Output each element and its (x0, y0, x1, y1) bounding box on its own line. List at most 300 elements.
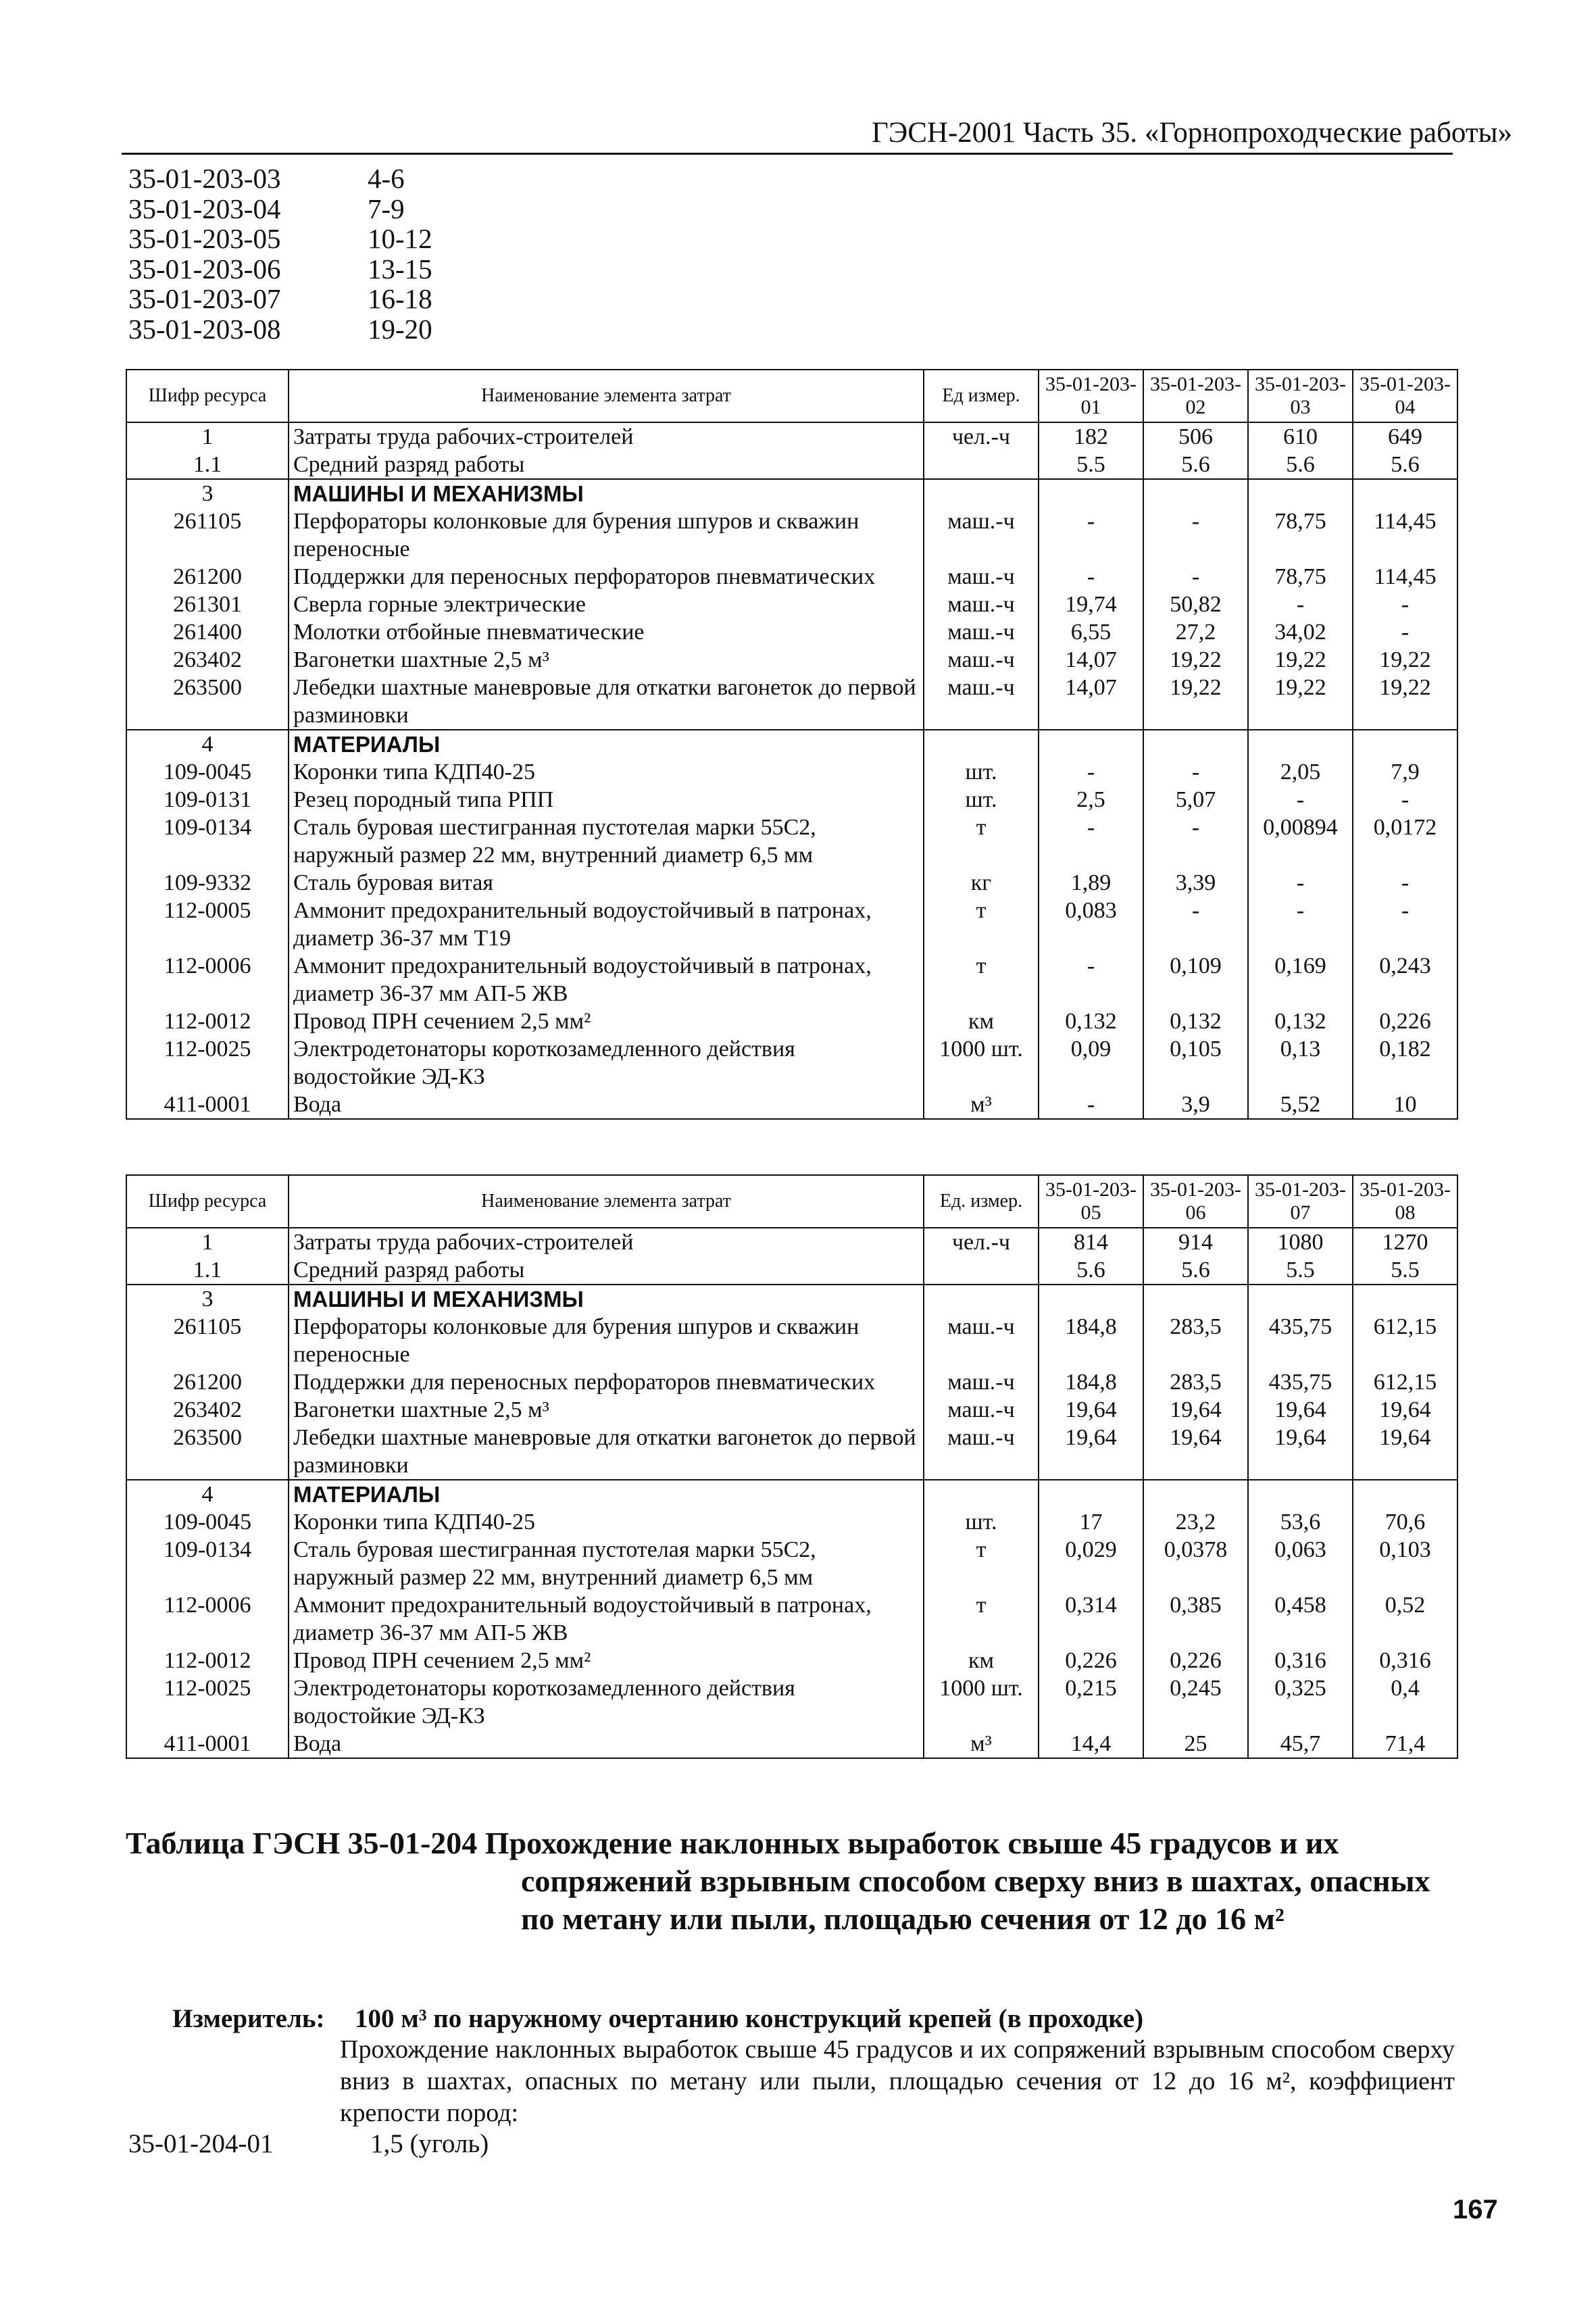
value-cell: 34,02 (1248, 618, 1353, 646)
resource-name: Перфораторы колонковые для бурения шпуров и скважин переносные (289, 1313, 924, 1368)
resource-table-2 (126, 1174, 1458, 1759)
resource-name: Резец породный типа РПП (289, 786, 924, 814)
resource-name: Затраты труда рабочих-строителей (289, 422, 924, 451)
value-cell: 435,75 (1248, 1368, 1353, 1396)
resource-name: Вагонетки шахтные 2,5 м³ (289, 1396, 924, 1424)
table-row (126, 1091, 1457, 1119)
value-cell: 612,15 (1353, 1368, 1457, 1396)
resource-code: 263402 (126, 646, 289, 674)
resource-code: 261400 (126, 618, 289, 646)
resource-name: Вагонетки шахтные 2,5 м³ (289, 646, 924, 674)
value-cell: 1270 (1353, 1228, 1457, 1256)
value-cell: 0,325 (1248, 1674, 1353, 1730)
resource-name: Лебедки шахтные маневровые для откатки вагонеток до первой разминовки (289, 674, 924, 730)
unit-cell: т (924, 814, 1039, 869)
value-cell: 2,5 (1039, 786, 1143, 814)
value-cell: 0,0378 (1143, 1536, 1248, 1591)
section-row (126, 1480, 1457, 1508)
value-cell (1039, 730, 1143, 758)
value-cell (1039, 1285, 1143, 1313)
value-cell: - (1248, 869, 1353, 897)
value-cell: 1,89 (1039, 869, 1143, 897)
resource-code: 261200 (126, 1368, 289, 1396)
value-cell: 5.6 (1039, 1256, 1143, 1285)
value-cell: - (1143, 814, 1248, 869)
value-cell: 19,74 (1039, 591, 1143, 618)
unit-cell: маш.-ч (924, 591, 1039, 618)
table-row (126, 897, 1457, 952)
table-row (126, 786, 1457, 814)
table-row (126, 618, 1457, 646)
header-unit: Ед измер. (924, 370, 1039, 422)
value-cell: - (1353, 869, 1457, 897)
resource-name: Поддержки для переносных перфораторов пневматических (289, 563, 924, 591)
unit-cell (924, 479, 1039, 507)
caption-line: по метану или пыли, площадью сечения от 12 до 16 м² (521, 1901, 1285, 1936)
value-cell (1353, 479, 1457, 507)
value-cell: 0,13 (1248, 1035, 1353, 1091)
unit-cell: чел.-ч (924, 422, 1039, 451)
value-cell: 0,132 (1143, 1007, 1248, 1035)
value-cell: 0,458 (1248, 1591, 1353, 1647)
unit-cell (924, 1285, 1039, 1313)
value-cell: 0,105 (1143, 1035, 1248, 1091)
unit-cell: маш.-ч (924, 507, 1039, 563)
value-cell (1248, 730, 1353, 758)
code-list-item (128, 164, 432, 194)
unit-cell (924, 730, 1039, 758)
table-row (126, 1730, 1457, 1758)
code-list-code: 35-01-203-03 (128, 163, 281, 194)
unit-cell: маш.-ч (924, 674, 1039, 730)
work-description: Прохождение наклонных выработок свыше 45 градусов и их сопряжений взрывным способом сверху вниз в шахтах, опасных по метану или пыли, площадью сечения от 12 до 16 м², коэффициент крепости пород: (340, 2035, 1455, 2127)
value-cell: 184,8 (1039, 1313, 1143, 1368)
value-cell (1353, 1480, 1457, 1508)
value-cell: 27,2 (1143, 618, 1248, 646)
caption-line: Таблица ГЭСН 35-01-204 Прохождение наклонных выработок свыше 45 градусов и их (126, 1826, 1339, 1860)
value-cell: - (1353, 618, 1457, 646)
header-col: 35-01-203-06 (1143, 1175, 1248, 1228)
value-cell: 5.5 (1248, 1256, 1353, 1285)
value-cell: 814 (1039, 1228, 1143, 1256)
value-cell: 182 (1039, 422, 1143, 451)
header-name: Наименование элемента затрат (289, 370, 924, 422)
table-row (126, 1396, 1457, 1424)
resource-code: 261105 (126, 1313, 289, 1368)
section-row (126, 1285, 1457, 1313)
value-cell: 6,55 (1039, 618, 1143, 646)
table-row (126, 591, 1457, 618)
header-col: 35-01-203-04 (1353, 370, 1457, 422)
header-col: 35-01-203-02 (1143, 370, 1248, 422)
header-col: 35-01-203-07 (1248, 1175, 1353, 1228)
table-row (126, 646, 1457, 674)
table-row (126, 1313, 1457, 1368)
code-list-item (128, 314, 432, 345)
value-cell: 19,64 (1143, 1424, 1248, 1480)
code-list-value: 16-18 (368, 283, 432, 315)
caption-line: сопряжений взрывным способом сверху вниз в шахтах, опасных (521, 1864, 1430, 1898)
value-cell: 50,82 (1143, 591, 1248, 618)
value-cell: 914 (1143, 1228, 1248, 1256)
resource-table-1 (126, 369, 1458, 1120)
resource-name: Сталь буровая витая (289, 869, 924, 897)
value-cell: 0,245 (1143, 1674, 1248, 1730)
resource-code: 4 (126, 1480, 289, 1508)
value-cell (1143, 1480, 1248, 1508)
table-row (126, 1228, 1457, 1256)
resource-code: 1 (126, 1228, 289, 1256)
table-row (126, 952, 1457, 1007)
value-cell: 0,00894 (1248, 814, 1353, 869)
value-cell: 14,07 (1039, 674, 1143, 730)
value-cell: 0,215 (1039, 1674, 1143, 1730)
value-cell: 506 (1143, 422, 1248, 451)
value-cell: - (1248, 591, 1353, 618)
code-list-item (128, 254, 432, 284)
table-row (126, 869, 1457, 897)
header-code: Шифр ресурса (126, 1175, 289, 1228)
code-list-item (128, 194, 432, 224)
resource-code: 261301 (126, 591, 289, 618)
code-list (128, 164, 432, 345)
value-cell: 5,07 (1143, 786, 1248, 814)
table-row (126, 507, 1457, 563)
unit-cell: м³ (924, 1091, 1039, 1119)
resource-name: Сталь буровая шестигранная пустотелая марки 55С2, наружный размер 22 мм, внутренний диаметр 6,5 мм (289, 814, 924, 869)
value-cell: 19,64 (1143, 1396, 1248, 1424)
value-cell: 0,314 (1039, 1591, 1143, 1647)
value-cell (1353, 730, 1457, 758)
value-cell: - (1143, 507, 1248, 563)
resource-code: 109-0131 (126, 786, 289, 814)
value-cell: 283,5 (1143, 1368, 1248, 1396)
value-cell: - (1039, 814, 1143, 869)
unit-cell: маш.-ч (924, 646, 1039, 674)
value-cell: 435,75 (1248, 1313, 1353, 1368)
table-caption (126, 1824, 1457, 1938)
resource-code: 112-0025 (126, 1674, 289, 1730)
value-cell: 19,64 (1353, 1396, 1457, 1424)
resource-name: Провод ПРН сечением 2,5 мм² (289, 1007, 924, 1035)
table-row (126, 1035, 1457, 1091)
resource-code: 112-0005 (126, 897, 289, 952)
resource-name: Аммонит предохранительный водоустойчивый в патронах, диаметр 36-37 мм Т19 (289, 897, 924, 952)
value-cell: 0,226 (1353, 1007, 1457, 1035)
value-cell: 19,22 (1248, 646, 1353, 674)
unit-cell: т (924, 1536, 1039, 1591)
value-cell: 0,316 (1248, 1647, 1353, 1674)
resource-name: Коронки типа КДП40-25 (289, 1508, 924, 1536)
section-title: МАШИНЫ И МЕХАНИЗМЫ (289, 1285, 924, 1313)
value-cell: - (1353, 897, 1457, 952)
code-list-value: 7-9 (368, 193, 405, 224)
value-cell: 0,52 (1353, 1591, 1457, 1647)
header-code: Шифр ресурса (126, 370, 289, 422)
resource-code: 263500 (126, 674, 289, 730)
table-row (126, 814, 1457, 869)
unit-cell: шт. (924, 758, 1039, 786)
value-cell: 19,22 (1353, 646, 1457, 674)
code-list-value: 10-12 (368, 223, 432, 255)
value-cell: 114,45 (1353, 563, 1457, 591)
value-cell: - (1039, 952, 1143, 1007)
code-list-item (128, 284, 432, 314)
resource-name: Затраты труда рабочих-строителей (289, 1228, 924, 1256)
resource-code: 109-0134 (126, 814, 289, 869)
value-cell (1248, 479, 1353, 507)
value-cell: 19,64 (1039, 1396, 1143, 1424)
value-cell: 45,7 (1248, 1730, 1353, 1758)
unit-cell: км (924, 1647, 1039, 1674)
value-cell: - (1039, 758, 1143, 786)
value-cell: 5.5 (1039, 451, 1143, 479)
section-title: МАТЕРИАЛЫ (289, 1480, 924, 1508)
value-cell: 19,22 (1353, 674, 1457, 730)
unit-cell: маш.-ч (924, 1313, 1039, 1368)
unit-cell: маш.-ч (924, 1424, 1039, 1480)
resource-code: 1 (126, 422, 289, 451)
resource-code: 411-0001 (126, 1730, 289, 1758)
value-cell: 0,169 (1248, 952, 1353, 1007)
resource-name: Перфораторы колонковые для бурения шпуров и скважин переносные (289, 507, 924, 563)
value-cell: - (1143, 563, 1248, 591)
unit-cell: т (924, 897, 1039, 952)
code-list-item (128, 224, 432, 254)
table-row (126, 758, 1457, 786)
code-list-code: 35-01-203-05 (128, 223, 281, 255)
resource-code: 109-0134 (126, 1536, 289, 1591)
value-cell: 2,05 (1248, 758, 1353, 786)
resource-code: 261200 (126, 563, 289, 591)
unit-cell: маш.-ч (924, 1396, 1039, 1424)
value-cell: - (1143, 758, 1248, 786)
header-col: 35-01-203-01 (1039, 370, 1143, 422)
value-cell: 71,4 (1353, 1730, 1457, 1758)
value-cell: 0,09 (1039, 1035, 1143, 1091)
value-cell: 0,182 (1353, 1035, 1457, 1091)
value-cell: 3,39 (1143, 869, 1248, 897)
header-col: 35-01-203-05 (1039, 1175, 1143, 1228)
table-header-row (126, 1175, 1457, 1228)
header-unit: Ед. измер. (924, 1175, 1039, 1228)
unit-cell: кг (924, 869, 1039, 897)
value-cell: 70,6 (1353, 1508, 1457, 1536)
value-cell: 19,64 (1248, 1424, 1353, 1480)
resource-code: 411-0001 (126, 1091, 289, 1119)
table-row (126, 1591, 1457, 1647)
section-row (126, 479, 1457, 507)
value-cell (1248, 1285, 1353, 1313)
value-cell: 14,4 (1039, 1730, 1143, 1758)
value-cell: 610 (1248, 422, 1353, 451)
value-cell: 0,103 (1353, 1536, 1457, 1591)
resource-code: 109-0045 (126, 758, 289, 786)
unit-cell: т (924, 1591, 1039, 1647)
value-cell: 0,063 (1248, 1536, 1353, 1591)
value-cell: 14,07 (1039, 646, 1143, 674)
table-row (126, 563, 1457, 591)
value-cell: 17 (1039, 1508, 1143, 1536)
value-cell: 5.6 (1143, 451, 1248, 479)
value-cell: 5.6 (1353, 451, 1457, 479)
unit-cell: т (924, 952, 1039, 1007)
value-cell: 0,226 (1039, 1647, 1143, 1674)
value-cell: 0,029 (1039, 1536, 1143, 1591)
resource-code: 112-0025 (126, 1035, 289, 1091)
measure-label: Измеритель: (172, 2004, 325, 2033)
table-row (126, 422, 1457, 451)
value-cell (1143, 730, 1248, 758)
unit-cell (924, 451, 1039, 479)
code-list-code: 35-01-203-06 (128, 253, 281, 284)
value-cell: 53,6 (1248, 1508, 1353, 1536)
value-cell: 3,9 (1143, 1091, 1248, 1119)
value-cell: 0,109 (1143, 952, 1248, 1007)
resource-name: Лебедки шахтные маневровые для откатки вагонеток до первой разминовки (289, 1424, 924, 1480)
resource-name: Провод ПРН сечением 2,5 мм² (289, 1647, 924, 1674)
running-title: ГЭСН-2001 Часть 35. «Горнопроходческие работы» (872, 117, 1513, 149)
table-header-row (126, 370, 1457, 422)
table-row (126, 1674, 1457, 1730)
resource-name: Электродетонаторы короткозамедленного действия водостойкие ЭД-КЗ (289, 1674, 924, 1730)
value-cell: 10 (1353, 1091, 1457, 1119)
resource-name: Средний разряд работы (289, 1256, 924, 1285)
value-cell: 19,64 (1353, 1424, 1457, 1480)
code-list-value: 1,5 (уголь) (370, 2129, 489, 2158)
section-title: МАТЕРИАЛЫ (289, 730, 924, 758)
measure-text: 100 м³ по наружному очертанию конструкций крепей (в проходке) (355, 2004, 1144, 2033)
value-cell: 283,5 (1143, 1313, 1248, 1368)
value-cell: 114,45 (1353, 507, 1457, 563)
unit-cell (924, 1256, 1039, 1285)
value-cell: 78,75 (1248, 563, 1353, 591)
value-cell: - (1143, 897, 1248, 952)
value-cell: - (1039, 507, 1143, 563)
value-cell: 23,2 (1143, 1508, 1248, 1536)
table-row (126, 1007, 1457, 1035)
unit-cell: км (924, 1007, 1039, 1035)
resource-code: 1.1 (126, 451, 289, 479)
value-cell: 184,8 (1039, 1368, 1143, 1396)
value-cell: 5,52 (1248, 1091, 1353, 1119)
value-cell: 0,083 (1039, 897, 1143, 952)
resource-code: 109-0045 (126, 1508, 289, 1536)
resource-code: 263500 (126, 1424, 289, 1480)
unit-cell: м³ (924, 1730, 1039, 1758)
value-cell (1039, 1480, 1143, 1508)
value-cell: 78,75 (1248, 507, 1353, 563)
unit-cell (924, 1480, 1039, 1508)
section-row (126, 730, 1457, 758)
value-cell: 25 (1143, 1730, 1248, 1758)
resource-code: 3 (126, 1285, 289, 1313)
resource-code: 1.1 (126, 1256, 289, 1285)
value-cell: 1080 (1248, 1228, 1353, 1256)
unit-cell: 1000 шт. (924, 1674, 1039, 1730)
code-list-item (128, 2129, 489, 2159)
header-rule (122, 153, 1453, 155)
value-cell: 0,385 (1143, 1591, 1248, 1647)
value-cell: 0,316 (1353, 1647, 1457, 1674)
value-cell (1248, 1480, 1353, 1508)
value-cell: 5.6 (1248, 451, 1353, 479)
resource-code: 109-9332 (126, 869, 289, 897)
value-cell (1143, 479, 1248, 507)
code-list-code: 35-01-204-01 (128, 2129, 274, 2158)
value-cell: 19,64 (1039, 1424, 1143, 1480)
resource-code: 112-0006 (126, 952, 289, 1007)
value-cell (1143, 1285, 1248, 1313)
unit-cell: 1000 шт. (924, 1035, 1039, 1091)
header-name: Наименование элемента затрат (289, 1175, 924, 1228)
value-cell: - (1248, 786, 1353, 814)
value-cell: 5.6 (1143, 1256, 1248, 1285)
value-cell: 649 (1353, 422, 1457, 451)
resource-name: Сталь буровая шестигранная пустотелая марки 55С2, наружный размер 22 мм, внутренний диаметр 6,5 мм (289, 1536, 924, 1591)
value-cell: 0,132 (1039, 1007, 1143, 1035)
resource-name: Молотки отбойные пневматические (289, 618, 924, 646)
resource-name: Вода (289, 1091, 924, 1119)
table-row (126, 674, 1457, 730)
table-row (126, 1647, 1457, 1674)
value-cell: 5.5 (1353, 1256, 1457, 1285)
header-col: 35-01-203-03 (1248, 370, 1353, 422)
value-cell: 612,15 (1353, 1313, 1457, 1368)
unit-cell: маш.-ч (924, 1368, 1039, 1396)
table-row (126, 1508, 1457, 1536)
resource-code: 263402 (126, 1396, 289, 1424)
resource-name: Поддержки для переносных перфораторов пневматических (289, 1368, 924, 1396)
value-cell: - (1353, 591, 1457, 618)
code-list-value: 4-6 (368, 163, 405, 194)
value-cell (1353, 1285, 1457, 1313)
value-cell: - (1248, 897, 1353, 952)
resource-name: Средний разряд работы (289, 451, 924, 479)
value-cell: 19,22 (1248, 674, 1353, 730)
resource-name: Аммонит предохранительный водоустойчивый в патронах, диаметр 36-37 мм АП-5 ЖВ (289, 952, 924, 1007)
value-cell: - (1039, 1091, 1143, 1119)
resource-code: 112-0012 (126, 1647, 289, 1674)
value-cell: 0,4 (1353, 1674, 1457, 1730)
resource-code: 261105 (126, 507, 289, 563)
unit-cell: маш.-ч (924, 618, 1039, 646)
resource-name: Электродетонаторы короткозамедленного действия водостойкие ЭД-КЗ (289, 1035, 924, 1091)
value-cell: 7,9 (1353, 758, 1457, 786)
code-list-value: 13-15 (368, 253, 432, 284)
value-cell: - (1353, 786, 1457, 814)
value-cell: 19,22 (1143, 674, 1248, 730)
table-row (126, 1256, 1457, 1285)
header-col: 35-01-203-08 (1353, 1175, 1457, 1228)
code-list-value: 19-20 (368, 313, 432, 345)
resource-code: 112-0006 (126, 1591, 289, 1647)
resource-code: 4 (126, 730, 289, 758)
table-row (126, 1368, 1457, 1396)
page-number: 167 (1453, 2195, 1498, 2224)
unit-cell: шт. (924, 1508, 1039, 1536)
value-cell: 0,226 (1143, 1647, 1248, 1674)
code-list-code: 35-01-203-04 (128, 193, 281, 224)
resource-name: Аммонит предохранительный водоустойчивый в патронах, диаметр 36-37 мм АП-5 ЖВ (289, 1591, 924, 1647)
resource-name: Вода (289, 1730, 924, 1758)
table-row (126, 451, 1457, 479)
section-title: МАШИНЫ И МЕХАНИЗМЫ (289, 479, 924, 507)
value-cell: 0,132 (1248, 1007, 1353, 1035)
resource-code: 3 (126, 479, 289, 507)
value-cell (1039, 479, 1143, 507)
value-cell: 19,64 (1248, 1396, 1353, 1424)
